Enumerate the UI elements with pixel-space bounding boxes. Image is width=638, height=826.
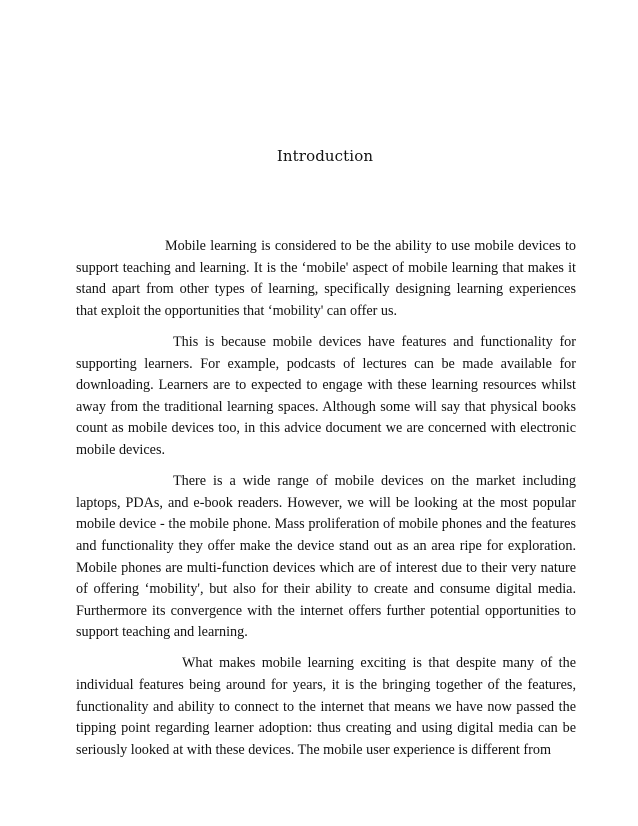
document-body: [76, 236, 576, 771]
paragraph-2: This is because mobile devices have features and functionality for supporting learners. For example, podcasts of lectures can be made available for downloading. Learners are to expected to engage with these learning resources whilst away from the traditional learning spaces. Although some will say that physical books count as mobile devices too, in this advice document we are concerned with electronic mobile devices.: [76, 333, 576, 458]
page-title-text: Introduction: [276, 147, 374, 165]
paragraph-3: There is a wide range of mobile devices on the market including laptops, PDAs, and e-book readers. However, we will be looking at the most popular mobile device - the mobile phone. Mass proliferation of mobile phones and the features and functionality they offer make the device stand out as an area ripe for exploration. Mobile phones are multi-function devices which are of interest due to their very nature of offering ‘mobility', but also for their ability to create and consume digital media. Furthermore its convergence with the internet offers further potential opportunities to support teaching and learning.: [76, 473, 576, 641]
paragraph-4: What makes mobile learning exciting is that despite many of the individual features being around for years, it is the bringing together of the features, functionality and ability to connect to the internet that means we have now passed the tipping point regarding learner adoption: thus creating and using digital media can be seriously looked at with these devices. The mobile user experience is different from: [76, 655, 576, 758]
paragraph-1: Mobile learning is considered to be the ability to use mobile devices to support teaching and learning. It is the ‘mobile' aspect of mobile learning that makes it stand apart from other types of learning, specifically designing learning experiences that exploit the opportunities that ‘mobility' can offer us.: [76, 238, 576, 319]
page-title: [0, 147, 638, 165]
